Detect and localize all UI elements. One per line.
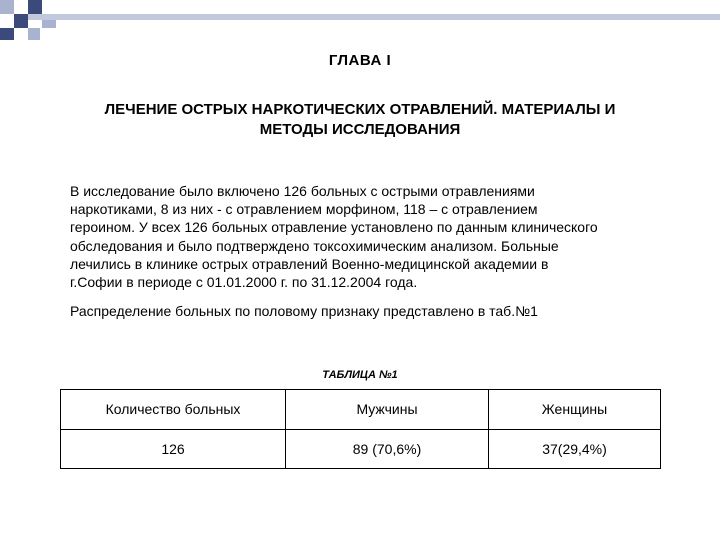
- paragraph-line: лечились в клинике острых отравлений Военно-медицинской академии в: [70, 255, 549, 272]
- intro-paragraph: [70, 182, 690, 291]
- table-caption: ТАБЛИЦА №1: [322, 369, 398, 381]
- title-line: МЕТОДЫ ИССЛЕДОВАНИЯ: [259, 121, 461, 138]
- paragraph-line: героином. У всех 126 больных отравление установлено по данным клинического: [70, 219, 598, 236]
- distribution-paragraph: Распределение больных по половому признаку представлено в таб.№1: [70, 303, 538, 319]
- cell-count: 126: [61, 429, 286, 469]
- table-row: [61, 429, 661, 469]
- decor-square: [14, 14, 28, 28]
- cell-women: 37(29,4%): [489, 429, 661, 469]
- decor-square: [0, 28, 14, 40]
- paragraph-line: наркотиками, 8 из них - с отравлением морфином, 118 – с отравлением: [70, 201, 538, 218]
- paragraph-line: В исследование было включено 126 больных с острыми отравлениями: [70, 183, 535, 199]
- decor-line: [28, 14, 720, 20]
- decor-square: [28, 0, 42, 14]
- paragraph-line: обследования и было подтверждено токсохимическим анализом. Больные: [70, 237, 559, 254]
- paragraph-line: г.Софии в периоде с 01.01.2000 г. по 31.12.2004 года.: [70, 274, 418, 291]
- chapter-heading: ГЛАВА I: [328, 52, 392, 69]
- header-cell-count: Количество больных: [61, 390, 286, 430]
- decor-square: [0, 0, 14, 14]
- decor-square: [28, 28, 40, 40]
- table-header-row: [61, 390, 661, 430]
- title-line: ЛЕЧЕНИЕ ОСТРЫХ НАРКОТИЧЕСКИХ ОТРАВЛЕНИЙ. МАТЕРИАЛЫ И: [104, 101, 616, 118]
- header-cell-men: Мужчины: [286, 390, 489, 430]
- decorative-header: [0, 0, 720, 40]
- header-cell-women: Женщины: [489, 390, 661, 430]
- page-title: [40, 100, 680, 140]
- cell-men: 89 (70,6%): [286, 429, 489, 469]
- patients-table: [60, 389, 661, 469]
